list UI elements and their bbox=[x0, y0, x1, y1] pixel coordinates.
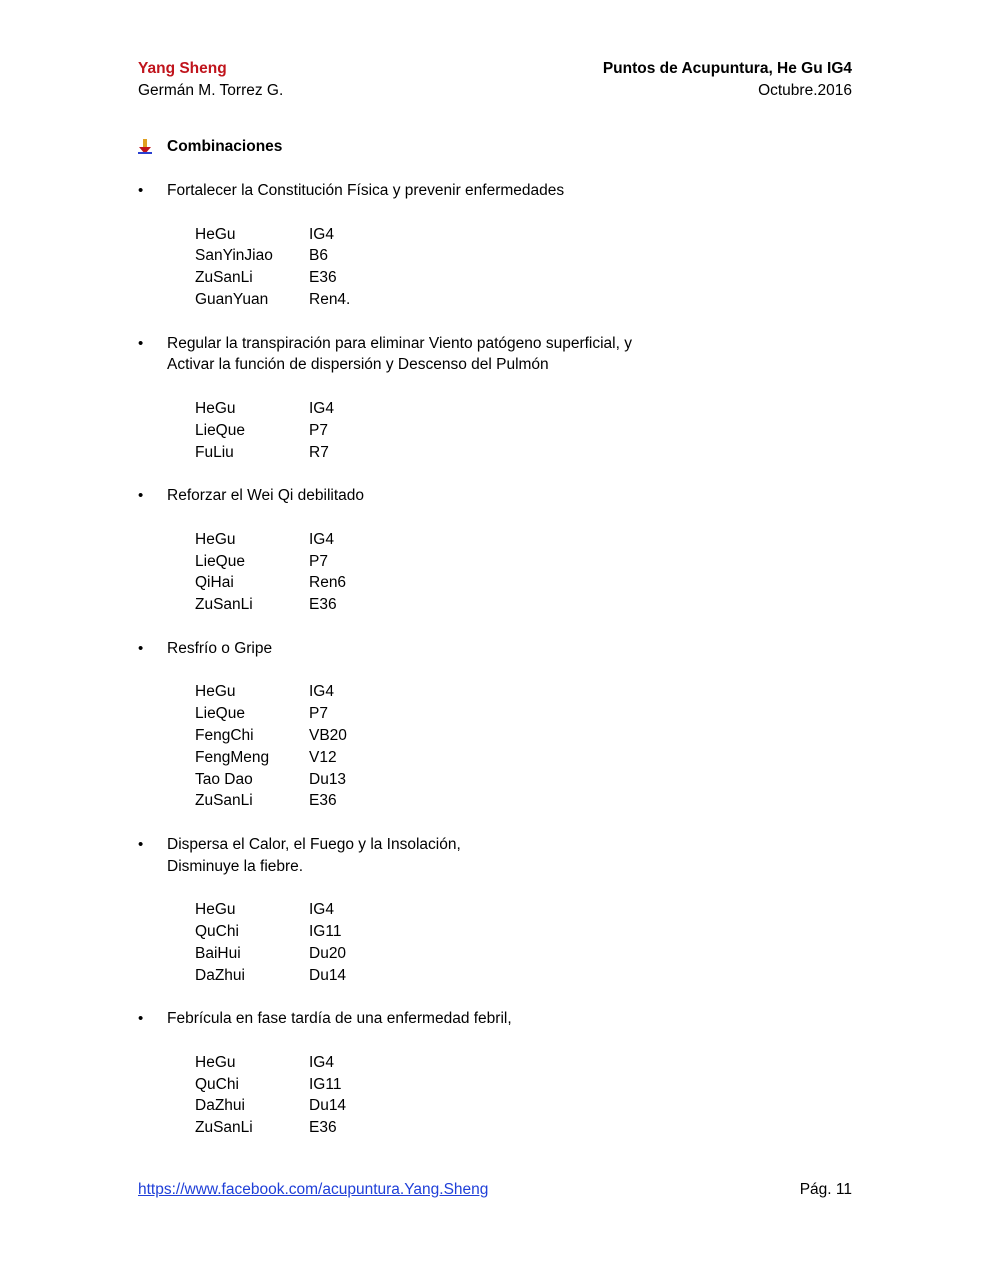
point-row bbox=[195, 1095, 852, 1117]
point-row bbox=[195, 703, 852, 725]
point-row bbox=[195, 921, 852, 943]
point-row bbox=[195, 943, 852, 965]
point-name: HeGu bbox=[195, 225, 236, 243]
combination-group bbox=[138, 180, 852, 311]
point-code: IG4 bbox=[309, 530, 334, 548]
point-code: V12 bbox=[309, 748, 337, 766]
point-list bbox=[195, 1052, 852, 1139]
point-row bbox=[195, 790, 852, 812]
point-row bbox=[195, 899, 852, 921]
point-code: E36 bbox=[309, 269, 337, 287]
point-list bbox=[195, 398, 852, 463]
point-name: HeGu bbox=[195, 530, 236, 548]
header-author: Germán M. Torrez G. bbox=[138, 82, 284, 99]
header-row-bottom bbox=[138, 80, 852, 102]
header-right-title: Puntos de Acupuntura, He Gu IG4 bbox=[602, 60, 852, 77]
point-list bbox=[195, 899, 852, 986]
point-name: HeGu bbox=[195, 1053, 236, 1071]
bullet-icon: • bbox=[138, 1010, 144, 1028]
point-row bbox=[195, 572, 852, 594]
point-name: BaiHui bbox=[195, 944, 241, 962]
combination-group bbox=[138, 333, 852, 464]
point-name: FengChi bbox=[195, 726, 254, 744]
point-row bbox=[195, 725, 852, 747]
point-row bbox=[195, 1074, 852, 1096]
point-row bbox=[195, 289, 852, 311]
point-name: FengMeng bbox=[195, 748, 270, 766]
point-name: DaZhui bbox=[195, 966, 245, 984]
point-code: Du13 bbox=[309, 770, 347, 788]
section-title: Combinaciones bbox=[167, 138, 283, 155]
combination-description: Regular la transpiración para eliminar Viento patógeno superficial, y Activar la función de dispersión y Descenso del Pulmón bbox=[167, 334, 632, 374]
bullet-icon: • bbox=[138, 487, 144, 505]
point-code: E36 bbox=[309, 1119, 337, 1137]
combination-group bbox=[138, 834, 852, 987]
point-row bbox=[195, 681, 852, 703]
header-row-top bbox=[138, 58, 852, 80]
point-name: DaZhui bbox=[195, 1097, 245, 1115]
point-name: Tao Dao bbox=[195, 770, 253, 788]
point-code: Du14 bbox=[309, 966, 347, 984]
combination-description: Febrícula en fase tardía de una enfermedad febril, bbox=[167, 1010, 512, 1028]
point-name: HeGu bbox=[195, 399, 236, 417]
point-name: ZuSanLi bbox=[195, 269, 253, 287]
combination-description: Fortalecer la Constitución Física y prevenir enfermedades bbox=[167, 182, 565, 199]
point-row bbox=[195, 747, 852, 769]
bullet-item bbox=[138, 180, 852, 202]
bullet-icon: • bbox=[138, 835, 144, 853]
point-code: IG4 bbox=[309, 399, 334, 417]
point-row bbox=[195, 442, 852, 464]
footer bbox=[138, 1179, 852, 1201]
point-row bbox=[195, 769, 852, 791]
combination-group bbox=[138, 638, 852, 812]
point-row bbox=[195, 965, 852, 987]
point-code: P7 bbox=[309, 421, 328, 439]
point-name: LieQue bbox=[195, 552, 245, 570]
point-name: HeGu bbox=[195, 901, 236, 919]
point-code: IG11 bbox=[309, 923, 342, 941]
point-name: GuanYuan bbox=[195, 290, 269, 308]
point-code: Du20 bbox=[309, 944, 347, 962]
point-code: IG4 bbox=[309, 1053, 334, 1071]
point-code: Ren4. bbox=[309, 290, 351, 308]
bullet-item bbox=[138, 333, 852, 377]
combination-group bbox=[138, 1008, 852, 1139]
point-code: E36 bbox=[309, 596, 337, 614]
point-row bbox=[195, 594, 852, 616]
combination-description: Resfrío o Gripe bbox=[167, 639, 273, 657]
bullet-item bbox=[138, 834, 852, 878]
point-name: FuLiu bbox=[195, 443, 234, 461]
bullet-item bbox=[138, 1008, 852, 1030]
point-code: Du14 bbox=[309, 1097, 347, 1115]
point-row bbox=[195, 551, 852, 573]
point-code: Ren6 bbox=[309, 574, 347, 592]
point-row bbox=[195, 245, 852, 267]
facebook-link[interactable]: https://www.facebook.com/acupuntura.Yang.Sheng bbox=[138, 1181, 489, 1198]
point-row bbox=[195, 420, 852, 442]
point-row bbox=[195, 224, 852, 246]
point-code: P7 bbox=[309, 705, 328, 723]
point-code: IG4 bbox=[309, 683, 334, 701]
combination-list bbox=[138, 180, 852, 1161]
point-code: IG4 bbox=[309, 225, 334, 243]
header-date: Octubre.2016 bbox=[758, 82, 852, 99]
arrow-down-marker-icon bbox=[138, 139, 152, 155]
bullet-icon: • bbox=[138, 334, 144, 352]
point-code: VB20 bbox=[309, 726, 347, 744]
point-name: QuChi bbox=[195, 1075, 239, 1093]
point-list bbox=[195, 681, 852, 812]
point-row bbox=[195, 1117, 852, 1139]
point-code: P7 bbox=[309, 552, 328, 570]
bullet-icon: • bbox=[138, 182, 144, 199]
bullet-item bbox=[138, 485, 852, 507]
point-name: ZuSanLi bbox=[195, 1119, 253, 1137]
point-row bbox=[195, 1052, 852, 1074]
combination-description: Dispersa el Calor, el Fuego y la Insolación, Disminuye la fiebre. bbox=[167, 835, 461, 875]
combination-group bbox=[138, 485, 852, 616]
point-name: ZuSanLi bbox=[195, 792, 253, 810]
point-name: ZuSanLi bbox=[195, 596, 253, 614]
point-name: SanYinJiao bbox=[195, 247, 273, 265]
point-row bbox=[195, 398, 852, 420]
point-code: IG11 bbox=[309, 1075, 342, 1093]
point-code: IG4 bbox=[309, 901, 334, 919]
point-name: LieQue bbox=[195, 421, 245, 439]
point-row bbox=[195, 267, 852, 289]
header-left-title: Yang Sheng bbox=[138, 60, 227, 77]
bullet-item bbox=[138, 638, 852, 660]
point-name: LieQue bbox=[195, 705, 245, 723]
section-heading bbox=[138, 136, 282, 158]
point-name: QiHai bbox=[195, 574, 234, 592]
combination-description: Reforzar el Wei Qi debilitado bbox=[167, 487, 364, 505]
point-code: B6 bbox=[309, 247, 328, 265]
point-name: QuChi bbox=[195, 923, 239, 941]
point-code: R7 bbox=[309, 443, 329, 461]
point-code: E36 bbox=[309, 792, 337, 810]
point-list bbox=[195, 529, 852, 616]
point-row bbox=[195, 529, 852, 551]
bullet-icon: • bbox=[138, 639, 144, 657]
point-list bbox=[195, 224, 852, 311]
point-name: HeGu bbox=[195, 683, 236, 701]
page-number: Pág. 11 bbox=[799, 1181, 852, 1198]
